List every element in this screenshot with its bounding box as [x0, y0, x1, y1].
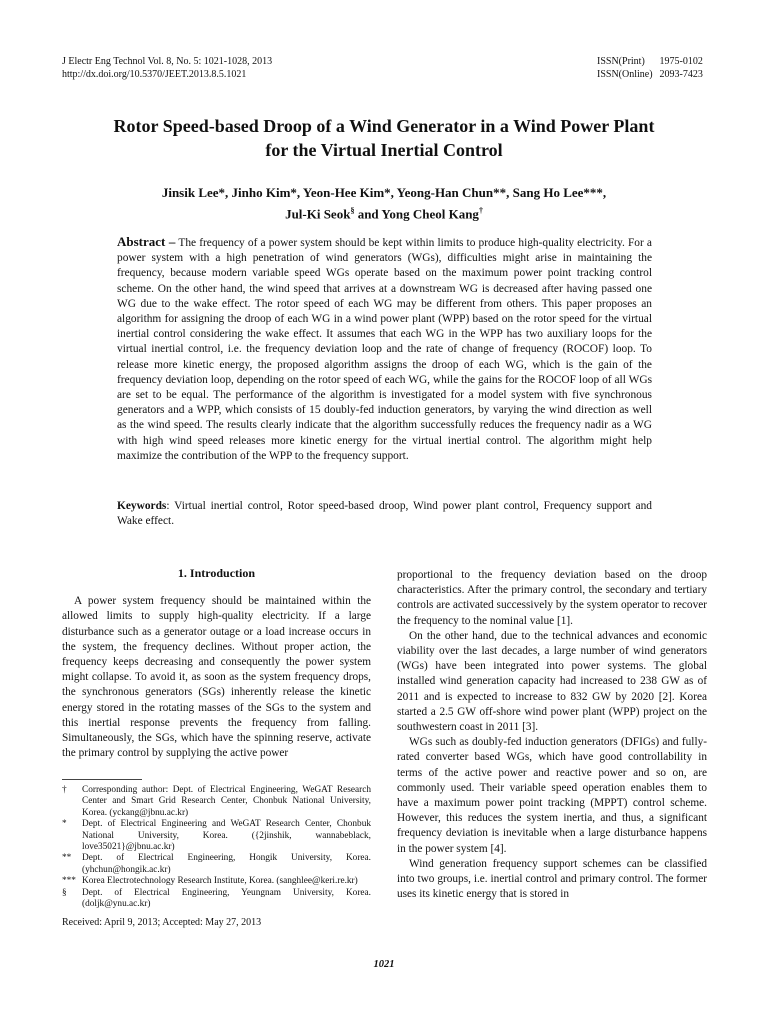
author-seok-mark: §: [350, 206, 355, 215]
keywords: [117, 499, 652, 529]
author-list: [62, 184, 706, 223]
authors-line-2: [62, 202, 706, 223]
intro-paragraph-1: A power system frequency should be maintained within the allowed limits to supply high-quality electricity. If a large disturbance such as a generator outage or a load increase occurs in the system, the frequency declines. Without proper action, the frequency keeps decreasing and consequently the power system might collapse. To avoid it, as soon as the system frequency drops, the synchronous generators (SGs) inherently release the kinetic energy stored in the rotating masses of the SGs to the system and this inertial response prevents the frequency from falling. Simultaneously, the SGs, which have the spinning reserve, activate the primary control by supplying the active power: [62, 595, 371, 760]
footnote-rule: [62, 779, 142, 780]
footnote-text: Corresponding author: Dept. of Electrical Engineering, WeGAT Research Center and Smart Grid Research Center, Chonbuk National University, Korea. (yckang@jbnu.ac.kr): [82, 785, 371, 818]
left-column: [62, 566, 371, 761]
right-column: [397, 568, 707, 902]
title-line-2: for the Virtual Inertial Control: [265, 140, 503, 160]
journal-citation: J Electr Eng Technol Vol. 8, No. 5: 1021-1028, 2013: [62, 56, 273, 67]
issn-print-label: ISSN(Print): [597, 56, 645, 67]
paper-title: [62, 114, 706, 162]
footnote-text: Dept. of Electrical Engineering, Hongik University, Korea. (yhchun@hongik.ac.kr): [82, 853, 371, 875]
footnote-text: Dept. of Electrical Engineering and WeGAT Research Center, Chonbuk National University, Korea. ({2jinshik, wannabeblack, love35021}@jbnu.ac.kr): [82, 819, 371, 853]
footnote: [62, 785, 371, 819]
footnote: [62, 888, 371, 911]
footnote: [62, 819, 371, 853]
abstract: [117, 234, 652, 464]
issn-block: [597, 55, 703, 81]
footnote: [62, 853, 371, 876]
footnotes: [62, 785, 371, 910]
issn-print: 1975-0102: [659, 56, 703, 67]
page-number: 1021: [373, 959, 395, 970]
doi-link[interactable]: http://dx.doi.org/10.5370/JEET.2013.8.5.1021: [62, 69, 247, 80]
section-heading-introduction: 1. Introduction: [177, 566, 256, 580]
keywords-label: Keywords: [117, 500, 167, 512]
abstract-text: The frequency of a power system should be kept within limits to produce high-quality electricity. For a power system with a high penetration of wind generators (WGs), difficulties might arise in maintaining the frequency, because modern variable speed WGs operate based on the maximum power point tracking control scheme. On the other hand, the wind speed that arrives at a downstream WG is decreased after having passed one WG due to the wake effect. The rotor speed of each WG may be different from others. This paper proposes an algorithm for assigning the droop of each WG in a wind power plant (WPP) based on the rotor speed for the virtual inertial control considering the wake effect. It assumes that each WG in the WPP has two auxiliary loops for the virtual inertial control, i.e. the frequency deviation loop and the rate of change of frequency (ROCOF) loop. To release more kinetic energy, the proposed algorithm assigns the droop of each WG, which is the gain of the frequency deviation loop, depending on the rotor speed of each WG, while the gains for the ROCOF loop of all WGs are set to be equal. The performance of the algorithm is investigated for a model system with five synchronous generators and a WPP, which consists of 15 doubly-fed induction generators, by varying the wind direction as well as the wind speed. The results clearly indicate that the algorithm successfully reduces the frequency nadir as a WG with high wind speed releases more kinetic energy for the virtual inertial control. The algorithm might help maximize the contribution of the WPP to the frequency support.: [117, 237, 652, 462]
keywords-text: : Virtual inertial control, Rotor speed-based droop, Wind power plant control, Frequency support and Wake effect.: [117, 500, 652, 528]
footnote-mark: §: [62, 887, 67, 898]
right-paragraph-3: WGs such as doubly-fed induction generators (DFIGs) and fully-rated converter based WGs, which have good controllability in terms of the active power and reactive power and so on, are commonly used. Their variable speed operation enables them to have a maximum power point tracking (MPPT) control scheme. However, this reduces the system inertia, and thus, a significant frequency deviation is inevitable when a large disturbance happens in the power system [4].: [397, 736, 707, 855]
right-paragraph-2: On the other hand, due to the technical advances and economic viability over the last decades, a large number of wind generators (WGs) have been integrated into power systems. The global installed wind generation capacity had increased to 238 GW as of 2011 and is expected to increase to 832 GW by 2020 [2]. Korea started a 2.5 GW off-shore wind power plant (WPP) project on the southwestern coast in 2011 [3].: [397, 629, 707, 734]
footnote-text: Dept. of Electrical Engineering, Yeungnam University, Korea. (doljk@ynu.ac.kr): [82, 887, 371, 910]
issn-online-label: ISSN(Online): [597, 69, 653, 80]
abstract-label: Abstract –: [117, 234, 176, 249]
author-kang: and Yong Cheol Kang: [354, 206, 479, 222]
author-seok: Jul-Ki Seok: [285, 206, 351, 222]
footnote: [62, 876, 371, 887]
authors-line-1: Jinsik Lee*, Jinho Kim*, Yeon-Hee Kim*, Yeong-Han Chun**, Sang Ho Lee***,: [161, 185, 607, 200]
received-dates: Received: April 9, 2013; Accepted: May 27, 2013: [62, 917, 262, 928]
right-paragraph-1: proportional to the frequency deviation based on the droop characteristics. After the primary control, the secondary and tertiary controls are activated successively by the system operator to recover the frequency to the nominal value [1].: [397, 569, 707, 627]
right-paragraph-4: Wind generation frequency support schemes can be classified into two groups, i.e. inertial control and primary control. The former uses its kinetic energy that is stored in: [397, 857, 707, 901]
author-kang-mark: †: [478, 206, 483, 215]
footnote-mark: †: [62, 785, 67, 795]
title-line-1: Rotor Speed-based Droop of a Wind Generator in a Wind Power Plant: [113, 116, 655, 136]
footnote-mark: *: [62, 819, 67, 830]
footnote-mark: ***: [62, 876, 76, 887]
journal-header: [62, 55, 272, 81]
issn-online: 2093-7423: [659, 69, 703, 80]
footnote-mark: **: [62, 853, 72, 864]
footnote-text: Korea Electrotechnology Research Institute, Korea. (sanghlee@keri.re.kr): [82, 876, 358, 887]
